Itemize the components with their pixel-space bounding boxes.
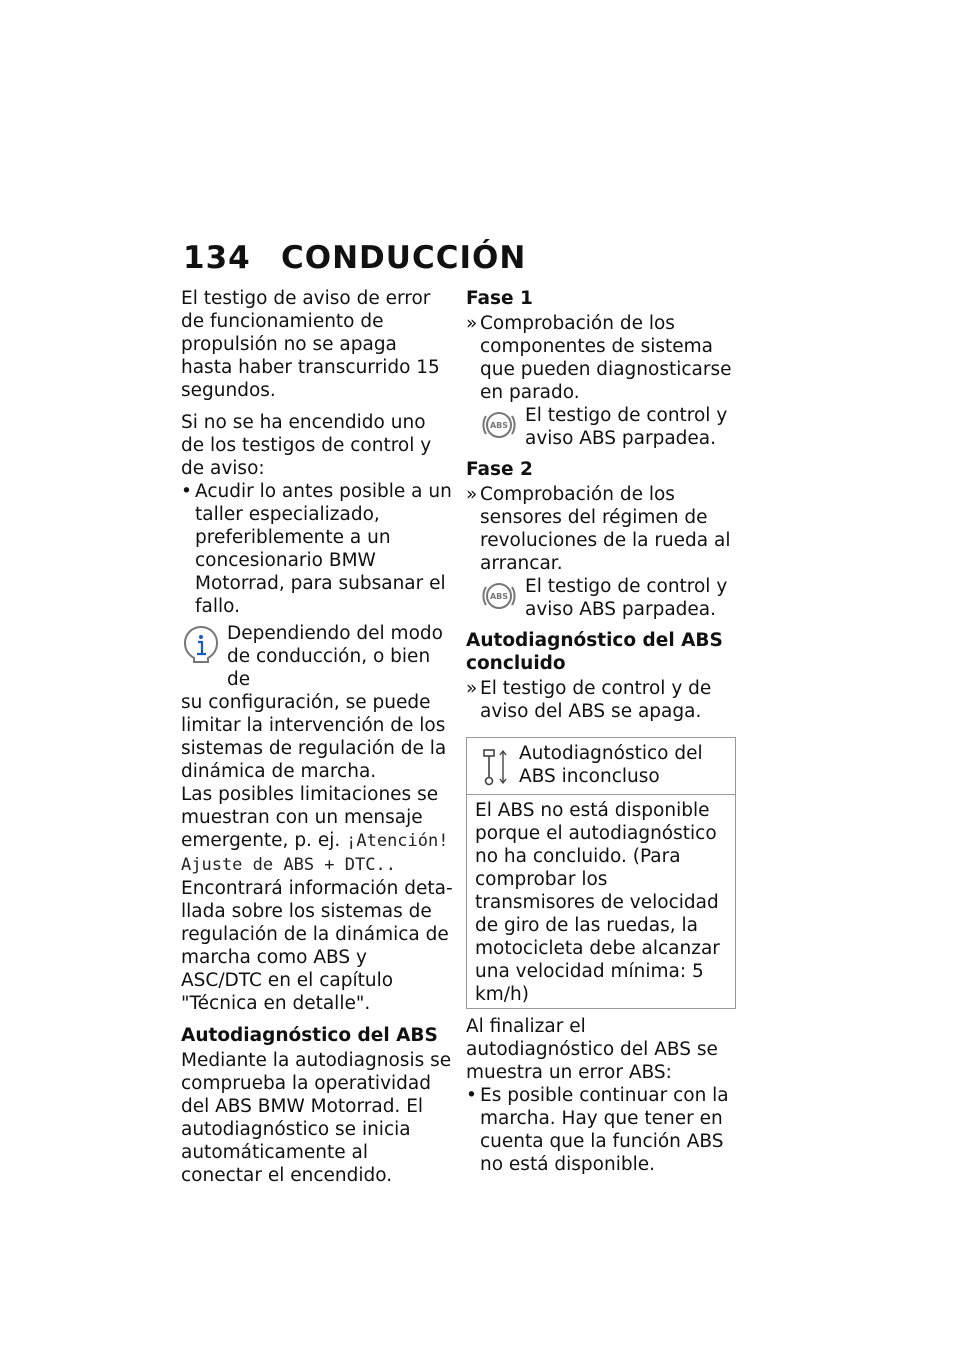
section-heading: Fase 1: [466, 288, 533, 309]
step-marker: »: [466, 678, 478, 699]
warning-box-body: El ABS no está disponible porque el autodiagnóstico no ha concluido. (Para comprobar los transmisores de velocidad de giro de las ruedas, la motocicleta debe alcanzar una velocidad mínima: 5 km/h): [475, 800, 720, 1005]
bullet-marker: •: [181, 481, 192, 502]
chapter-title: CONDUCCIÓN: [281, 240, 527, 276]
abs-note-text: El testigo de control y aviso ABS parpadea.: [525, 405, 728, 449]
bullet-item: [181, 480, 453, 618]
paragraph: Mediante la autodiagnosis se comprueba la operatividad del ABS BMW Motorrad. El autodiagnóstico se inicia automáticamente al conectar el encendido.: [181, 1050, 452, 1186]
note-first-line: Dependiendo del modo de conducción, o bien de: [227, 623, 443, 690]
bullet-item: [466, 1084, 738, 1176]
abs-warning-icon: [480, 406, 518, 444]
page-number: 134: [183, 240, 251, 276]
paragraph: El testigo de aviso de error de funcionamiento de propulsión no se apaga hasta haber transcurrido 15 segundos.: [181, 288, 440, 401]
section-heading: Autodiagnóstico del ABS: [181, 1025, 438, 1046]
section-heading: Fase 2: [466, 459, 533, 480]
right-column: [466, 287, 738, 1176]
step-text: Comprobación de los sensores del régimen de revoluciones de la rueda al arrancar.: [480, 484, 731, 574]
step-item: [466, 677, 738, 723]
paragraph-text: Las posibles limitaciones se muestran con un mensaje emergente, p. ej.: [181, 784, 439, 851]
abs-warning-icon: [480, 577, 518, 615]
info-note: [181, 622, 453, 691]
step-item: [466, 483, 738, 575]
step-marker: »: [466, 484, 478, 505]
abs-note-text: El testigo de control y aviso ABS parpadea.: [525, 576, 728, 620]
svg-text:ABS: ABS: [489, 421, 509, 430]
paragraph: Encontrará información detallada sobre los sistemas de regulación de la dinámica de marcha como ABS y ASC/DTC en el capítulo "Técnica en detalle".: [181, 878, 453, 1014]
abs-indicator-note: [480, 404, 738, 450]
step-item: [466, 312, 738, 404]
wrench-measure-icon: [481, 747, 513, 787]
paragraph: Si no se ha encendido uno de los testigos de control y de aviso:: [181, 412, 432, 479]
section-heading: Autodiagnóstico del ABS concluido: [466, 630, 723, 674]
abs-indicator-note: [480, 575, 738, 621]
info-icon: [181, 624, 221, 664]
step-text: El testigo de control y de aviso del ABS se apaga.: [480, 678, 712, 722]
bullet-marker: •: [466, 1085, 477, 1106]
paragraph: [181, 783, 453, 877]
svg-text:ABS: ABS: [489, 592, 509, 601]
paragraph: Al finalizar el autodiagnóstico del ABS se muestra un error ABS:: [466, 1016, 718, 1083]
warning-box: [466, 737, 736, 1009]
step-text: Comprobación de los componentes de sistema que pueden diagnosticarse en parado.: [480, 313, 732, 403]
bullet-text: Acudir lo antes posible a un taller especializado, preferiblemente a un concesionario BMW Motorrad, para subsanar el fallo.: [195, 481, 452, 617]
bullet-text: Es posible continuar con la marcha. Hay que tener en cuenta que la función ABS no está disponible.: [480, 1085, 729, 1175]
warning-box-title: Autodiagnóstico del ABS inconcluso: [519, 743, 703, 787]
left-column: [181, 287, 453, 1196]
note-text: su configuración, se puede limitar la intervención de los sistemas de regulación de la dinámica de marcha.: [181, 692, 447, 782]
message-code: ¡Atención! Ajuste de ABS + DTC..: [181, 831, 449, 875]
warning-box-header: [467, 738, 735, 795]
step-marker: »: [466, 313, 478, 334]
page-header: [183, 240, 526, 276]
